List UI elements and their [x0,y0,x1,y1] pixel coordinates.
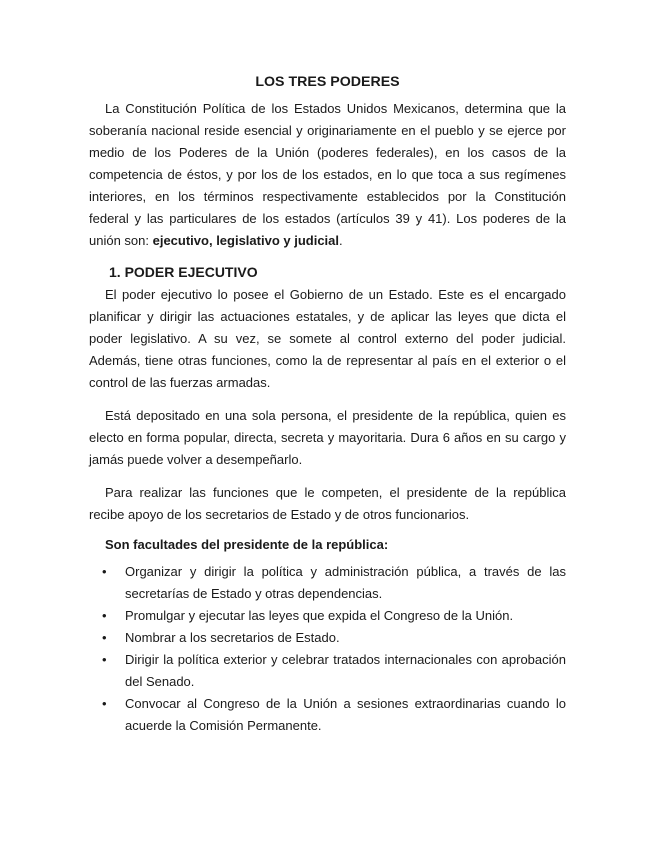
intro-end: . [339,233,343,248]
bullet-icon: • [102,696,107,711]
list-item [89,649,566,693]
intro-paragraph [89,98,566,252]
intro-text: La Constitución Política de los Estados Unidos Mexicanos, determina que la soberanía nacional reside esencial y originariamente en el pueblo y se ejerce por medio de los Poderes de la Unión (poderes federales), en los casos de la competencia de éstos, y por los de los estados, en lo que toca a sus regímenes interiores, en los términos respectivamente establecidos por la Constitución federal y las particulares de los estados (artículos 39 y 41). Los poderes de la unión son: [89,101,566,248]
bullet-icon: • [102,564,107,579]
page-title: LOS TRES PODERES [255,74,400,90]
list-item-text: Promulgar y ejecutar las leyes que expida el Congreso de la Unión. [125,608,514,623]
list-item [89,561,566,605]
bullet-icon: • [102,630,107,645]
list-item-text: Nombrar a los secretarios de Estado. [125,630,340,645]
list-item [89,605,566,627]
bullet-icon: • [102,608,107,623]
intro-bold-text: ejecutivo, legislativo y judicial [152,233,340,248]
section-title-poder-ejecutivo: 1. PODER EJECUTIVO [109,264,258,280]
list-item-text: Organizar y dirigir la política y administración pública, a través de las secretarías de Estado y otras dependencias. [125,564,566,601]
paragraph-2: Está depositado en una sola persona, el presidente de la república, quien es electo en forma popular, directa, secreta y mayoritaria. Dura 6 años en su cargo y jamás puede volver a desempeñarlo. [89,408,566,467]
paragraph-3: Para realizar las funciones que le competen, el presidente de la república recibe apoyo de los secretarios de Estado y de otros funcionarios. [89,485,566,522]
list-item [89,627,566,649]
faculties-list [89,561,566,737]
bullet-icon: • [102,652,107,667]
list-item [89,693,566,737]
list-item-text: Convocar al Congreso de la Unión a sesiones extraordinarias cuando lo acuerde la Comisión Permanente. [125,696,566,733]
list-item-text: Dirigir la política exterior y celebrar tratados internacionales con aprobación del Senado. [125,652,566,689]
paragraph-1: El poder ejecutivo lo posee el Gobierno de un Estado. Este es el encargado planificar y dirigir las actuaciones estatales, y de aplicar las leyes que dicta el poder legislativo. A su vez, se somete al control externo del poder judicial. Además, tiene otras funciones, como la de representar al país en el exterior o el control de las fuerzas armadas. [89,287,566,390]
faculties-subheading: Son facultades del presidente de la república: [105,537,389,552]
